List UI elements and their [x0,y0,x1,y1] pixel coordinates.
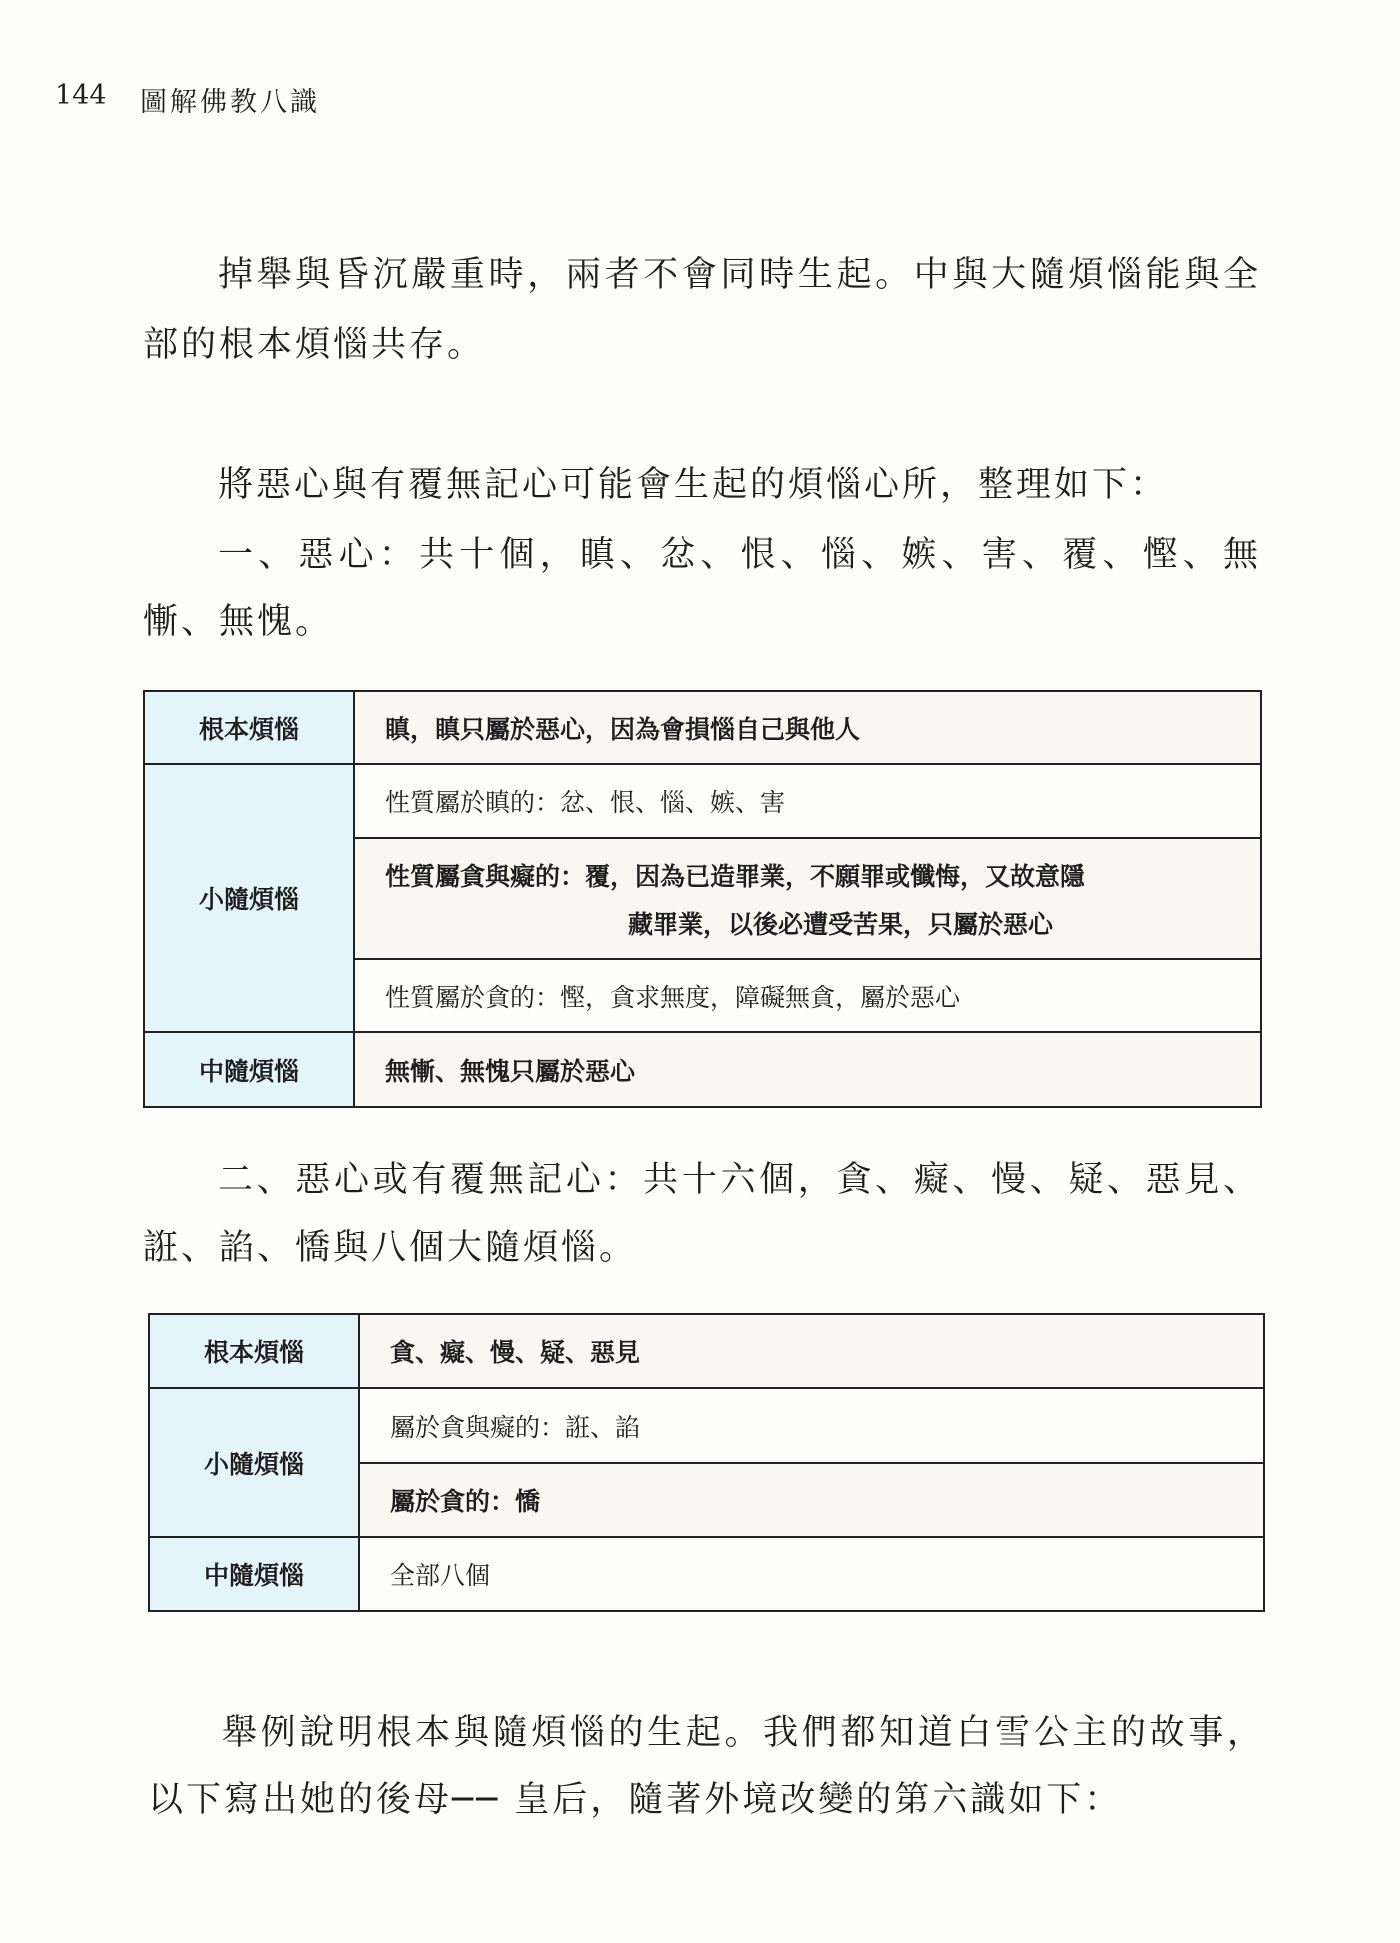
paragraph-line: 部的根本煩惱共存。 [143,325,486,365]
table-cell: 屬於貪與癡的：誑、諂 [359,1388,1264,1463]
table-cell: 性質屬於貪的：慳，貪求無度，障礙無貪，屬於惡心 [354,959,1261,1032]
table-cell: 性質屬於瞋的：忿、恨、惱、嫉、害 [354,764,1261,838]
table-evil-or-obscured-mind [148,1313,1265,1612]
cell-line: 藏罪業，以後必遭受苦果，只屬於惡心 [628,909,1054,939]
paragraph-line: 二、惡心或有覆無記心：共十六個，貪、癡、慢、疑、惡見、 [218,1160,1258,1200]
paragraph-line: 一、惡心：共十個，瞋、忿、恨、惱、嫉、害、覆、慳、無 [218,535,1258,575]
table-cell: 全部八個 [359,1537,1264,1611]
paragraph-line: 將惡心與有覆無記心可能會生起的煩惱心所，整理如下： [218,465,1169,505]
table-cell: 屬於貪的：憍 [359,1463,1264,1537]
page-number: 144 [55,80,107,111]
label-root-afflictions: 根本煩惱 [149,1314,359,1388]
book-title: 圖解佛教八識 [140,87,320,118]
cell-line: 性質屬貪與癡的：覆，因為已造罪業，不願罪或懺悔，又故意隱 [385,861,1086,891]
label-medium-afflictions: 中隨煩惱 [144,1032,354,1107]
label-minor-afflictions: 小隨煩惱 [144,764,354,1032]
table-cell: 貪、癡、慢、疑、惡見 [359,1314,1264,1388]
paragraph-line: 以下寫出她的後母── 皇后，隨著外境改變的第六識如下： [148,1780,1123,1820]
table-evil-mind [143,690,1262,1108]
label-root-afflictions: 根本煩惱 [144,691,354,764]
paragraph-line: 誑、諂、憍與八個大隨煩惱。 [143,1228,638,1268]
label-minor-afflictions: 小隨煩惱 [149,1388,359,1537]
label-medium-afflictions: 中隨煩惱 [149,1537,359,1611]
paragraph-line: 舉例說明根本與隨煩惱的生起。我們都知道白雪公主的故事， [222,1713,1262,1753]
table-cell: 瞋，瞋只屬於惡心，因為會損惱自己與他人 [354,691,1261,764]
table-cell [354,838,1261,959]
paragraph-line: 慚、無愧。 [143,602,334,642]
paragraph-line: 掉舉與昏沉嚴重時，兩者不會同時生起。中與大隨煩惱能與全 [218,255,1258,295]
table-cell: 無慚、無愧只屬於惡心 [354,1032,1261,1107]
